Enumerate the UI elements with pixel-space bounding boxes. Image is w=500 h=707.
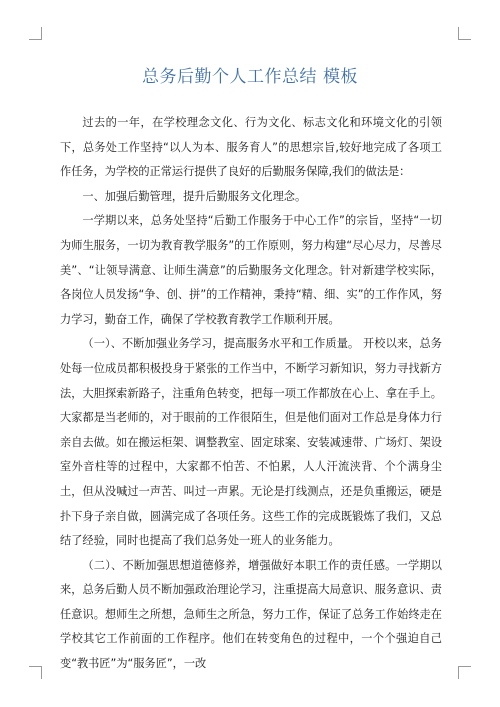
document-body	[60, 111, 442, 677]
crop-mark-bottom-left	[29, 666, 42, 679]
crop-mark-top-right	[458, 27, 471, 40]
document-title: 总务后勤个人工作总结 模板	[142, 67, 358, 87]
paragraph-section-1: 一学期以来，总务处坚持“后勤工作服务于中心工作”的宗旨，坚持“一切为师生服务，一切为教育教学服务”的工作原则，努力构建“尽心尽力，尽善尽美”、“让领导满意、让师生满意”的后勤服务文化理念。针对新建学校实际，各岗位人员发扬“争、创、拼”的工作精神，秉持“精、细、实”的工作作风，努力学习，勤奋工作，确保了学校教育教学工作顺利开展。	[60, 214, 442, 326]
paragraph-intro: 过去的一年，在学校理念文化、行为文化、标志文化和环境文化的引领下，总务处工作坚持“以人为本、服务育人”的思想宗旨,较好地完成了各项工作任务，为学校的正常运行提供了良好的后勤服务保障,我们的做法是：	[60, 116, 442, 179]
crop-mark-bottom-right	[458, 666, 471, 679]
crop-mark-top-left	[29, 27, 42, 40]
paragraph-subsection-2: （二）、不断加强思想道德修养，增强做好本职工作的责任感。一学期以来，总务后勤人员不断加强政治理论学习，注重提高大局意识、服务意识、责任意识。想师生之所想，急师生之所急，努力工作，保证了总务工作始终走在学校其它工作前面的工作程序。他们在转变角色的过程中，一个个强迫自己变“教书匠”为“服务匠”，一改	[60, 558, 442, 671]
section-heading-1: 一、加强后勤管理，提升后勤服务文化理念。	[82, 189, 307, 203]
paragraph-subsection-1: （一）、不断加强业务学习，提高服务水平和工作质量。 开校以来，总务处每一位成员都积极投身于紧张的工作当中，不断学习新知识，努力寻找新方法，大胆探索新路子，注重角色转变，把每一项工作都放在心上、拿在手上。大家都是当老师的，对于眼前的工作很陌生，但是他们面对工作总是身体力行亲自去做。如在搬运柜架、调整教室、固定球案、安装减速带、广场灯、架设室外音柱等的过程中，大家都不怕苦、不怕累，人人汗流浃背、个个满身尘土，但从没喊过一声苦、叫过一声累。无论是打线测点，还是负重搬运，硬是扑下身子亲自做，圆满完成了各项任务。这些工作的完成既锻炼了我们，又总结了经验，同时也提高了我们总务处一班人的业务能力。	[60, 337, 442, 548]
